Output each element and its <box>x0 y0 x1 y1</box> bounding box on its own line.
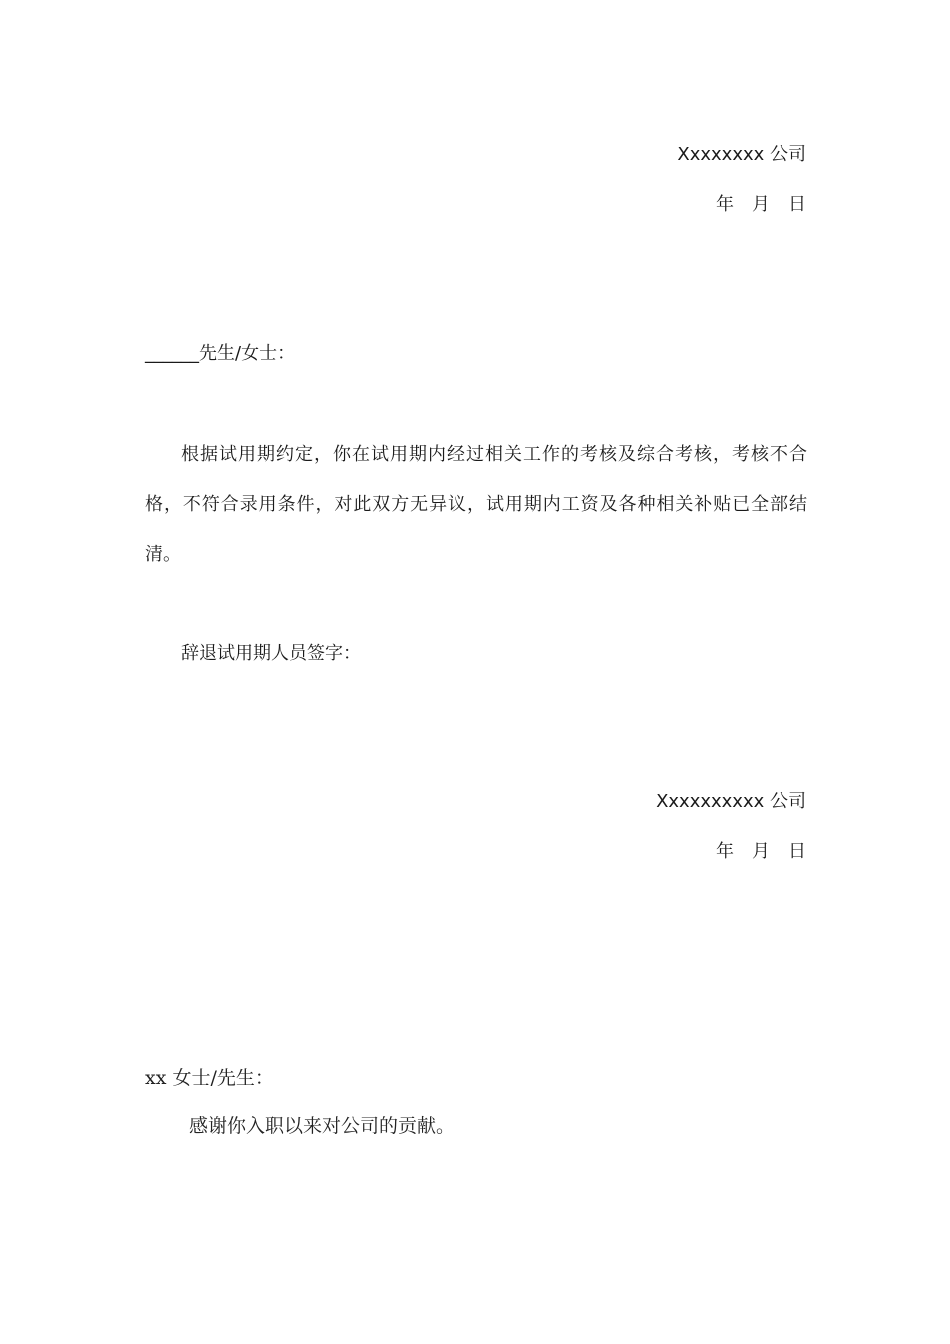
letter3-body: 感谢你入职以来对公司的贡献。 <box>189 1115 456 1137</box>
letter2-salutation: ______先生/女士： <box>145 343 296 364</box>
letter2-date: 年 月 日 <box>716 841 806 862</box>
letter1-company: Xxxxxxxx 公司 <box>677 144 806 165</box>
letter1-date: 年 月 日 <box>716 194 806 215</box>
letter2-signature-label: 辞退试用期人员签字： <box>181 643 361 664</box>
letter3-salutation: xx 女士/先生： <box>145 1067 274 1089</box>
letter2-body: 根据试用期约定，你在试用期内经过相关工作的考核及综合考核，考核不合格，不符合录用条件，对此双方无异议，试用期内工资及各种相关补贴已全部结清。 <box>145 444 807 565</box>
letter2-company: Xxxxxxxxxx 公司 <box>656 791 806 812</box>
